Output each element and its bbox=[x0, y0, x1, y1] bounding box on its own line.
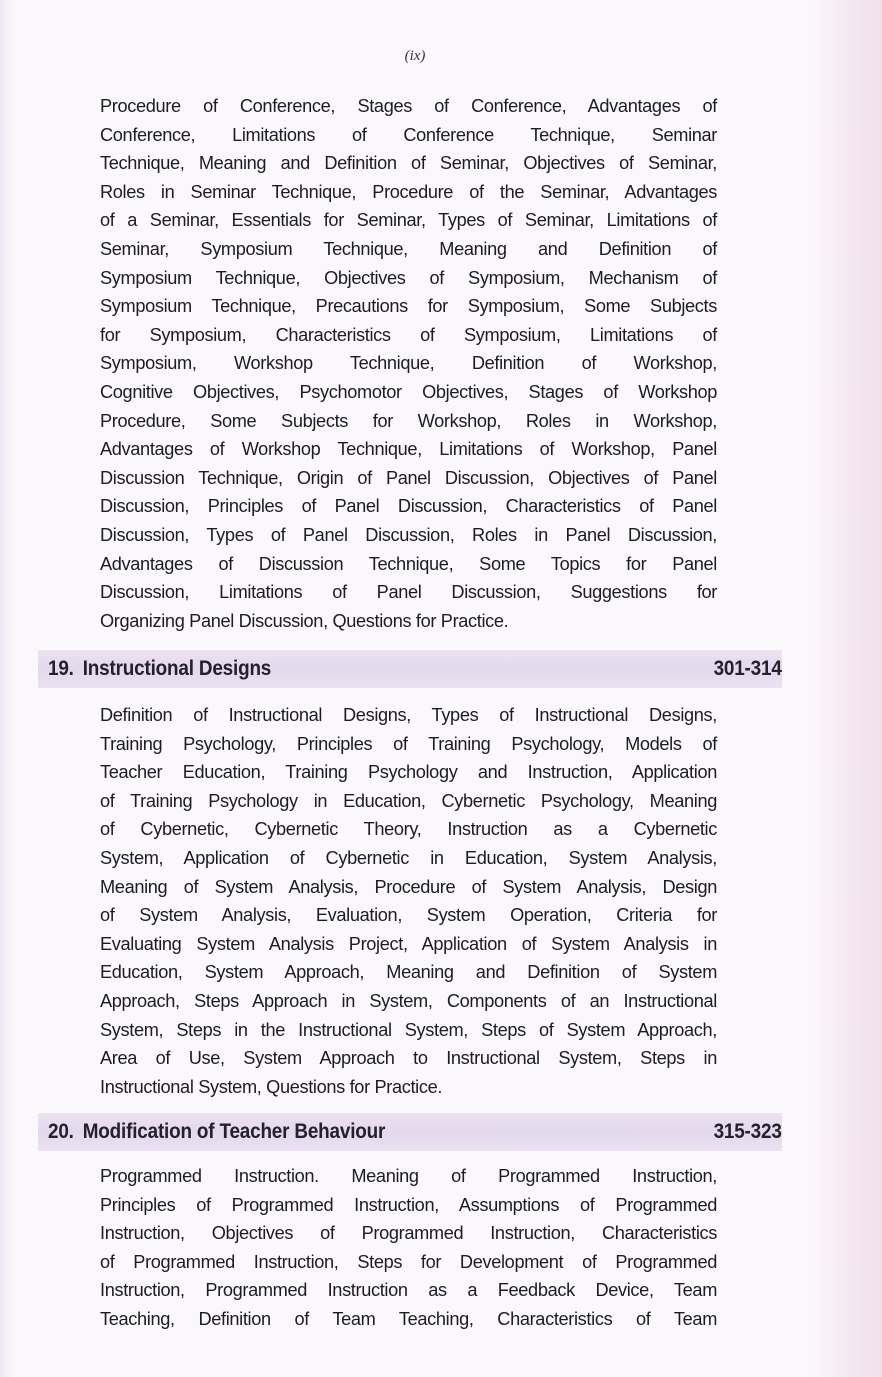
contents-line: Organizing Panel Discussion, Questions for Practice. bbox=[100, 610, 509, 631]
contents-line: Roles in Seminar Technique, Procedure of the Seminar, Advantages bbox=[100, 181, 717, 202]
contents-line: Advantages of Discussion Technique, Some Topics for Panel bbox=[100, 553, 717, 574]
chapter-19-contents-paragraph bbox=[100, 701, 717, 1101]
contents-line: of Programmed Instruction, Steps for Development of Programmed bbox=[100, 1251, 717, 1272]
contents-line: Evaluating System Analysis Project, Application of System Analysis in bbox=[100, 933, 717, 954]
contents-line: System, Steps in the Instructional System, Steps of System Approach, bbox=[100, 1019, 717, 1040]
chapter-page-range: 315-323 bbox=[713, 1120, 782, 1143]
contents-line: Symposium Technique, Objectives of Symposium, Mechanism of bbox=[100, 267, 717, 288]
contents-line: Approach, Steps Approach in System, Components of an Instructional bbox=[100, 990, 717, 1011]
contents-line: Cognitive Objectives, Psychomotor Objectives, Stages of Workshop bbox=[100, 381, 717, 402]
page-right-bleed bbox=[812, 0, 882, 1377]
contents-line: Conference, Limitations of Conference Technique, Seminar bbox=[100, 124, 717, 145]
contents-line: Instructional System, Questions for Practice. bbox=[100, 1076, 443, 1097]
contents-line: Technique, Meaning and Definition of Seminar, Objectives of Seminar, bbox=[100, 153, 717, 174]
page-left-shadow bbox=[0, 0, 14, 1377]
contents-line: for Symposium, Characteristics of Symposium, Limitations of bbox=[100, 324, 717, 345]
contents-line: Education, System Approach, Meaning and Definition of System bbox=[100, 962, 717, 983]
contents-line: Teaching, Definition of Team Teaching, Characteristics of Team bbox=[100, 1308, 717, 1329]
contents-line: Principles of Programmed Instruction, Assumptions of Programmed bbox=[100, 1194, 717, 1215]
page-number: (ix) bbox=[404, 48, 426, 64]
contents-line: Procedure of Conference, Stages of Conference, Advantages of bbox=[100, 96, 717, 116]
chapter-number: 19. bbox=[48, 657, 74, 680]
contents-line: Symposium Technique, Precautions for Symposium, Some Subjects bbox=[100, 296, 717, 317]
contents-line: Symposium, Workshop Technique, Definition of Workshop, bbox=[100, 353, 717, 374]
contents-line: Seminar, Symposium Technique, Meaning and Definition of bbox=[100, 238, 717, 259]
chapter-page-range: 301-314 bbox=[713, 657, 782, 680]
contents-line: Definition of Instructional Designs, Types of Instructional Designs, bbox=[100, 705, 717, 725]
contents-line: Procedure, Some Subjects for Workshop, Roles in Workshop, bbox=[100, 410, 717, 431]
contents-line: Instruction, Programmed Instruction as a Feedback Device, Team bbox=[100, 1280, 717, 1301]
contents-line: Advantages of Workshop Technique, Limitations of Workshop, Panel bbox=[100, 439, 717, 460]
continued-contents-paragraph bbox=[100, 92, 717, 635]
contents-line: Training Psychology, Principles of Training Psychology, Models of bbox=[100, 733, 717, 754]
contents-line: Area of Use, System Approach to Instructional System, Steps in bbox=[100, 1048, 717, 1069]
chapter-title: Modification of Teacher Behaviour bbox=[82, 1120, 386, 1143]
contents-line: Discussion, Principles of Panel Discussion, Characteristics of Panel bbox=[100, 496, 717, 517]
chapter-20-contents-paragraph bbox=[100, 1162, 717, 1334]
chapter-heading-19 bbox=[38, 650, 782, 688]
contents-line: of a Seminar, Essentials for Seminar, Types of Seminar, Limitations of bbox=[100, 210, 717, 231]
contents-line: Meaning of System Analysis, Procedure of System Analysis, Design bbox=[100, 876, 717, 897]
contents-line: Teacher Education, Training Psychology and Instruction, Application bbox=[100, 762, 717, 783]
contents-line: of Cybernetic, Cybernetic Theory, Instruction as a Cybernetic bbox=[100, 819, 717, 840]
contents-line: Instruction, Objectives of Programmed Instruction, Characteristics bbox=[100, 1223, 717, 1244]
contents-line: System, Application of Cybernetic in Education, System Analysis, bbox=[100, 847, 717, 868]
chapter-heading-20 bbox=[38, 1113, 782, 1151]
chapter-title: Instructional Designs bbox=[82, 657, 272, 680]
contents-line: Programmed Instruction. Meaning of Programmed Instruction, bbox=[100, 1166, 717, 1186]
chapter-number: 20. bbox=[48, 1120, 74, 1143]
contents-line: Discussion, Limitations of Panel Discussion, Suggestions for bbox=[100, 582, 717, 603]
contents-line: Discussion, Types of Panel Discussion, Roles in Panel Discussion, bbox=[100, 524, 717, 545]
contents-line: of System Analysis, Evaluation, System Operation, Criteria for bbox=[100, 905, 717, 926]
contents-line: Discussion Technique, Origin of Panel Discussion, Objectives of Panel bbox=[100, 467, 717, 488]
contents-line: of Training Psychology in Education, Cybernetic Psychology, Meaning bbox=[100, 790, 717, 811]
